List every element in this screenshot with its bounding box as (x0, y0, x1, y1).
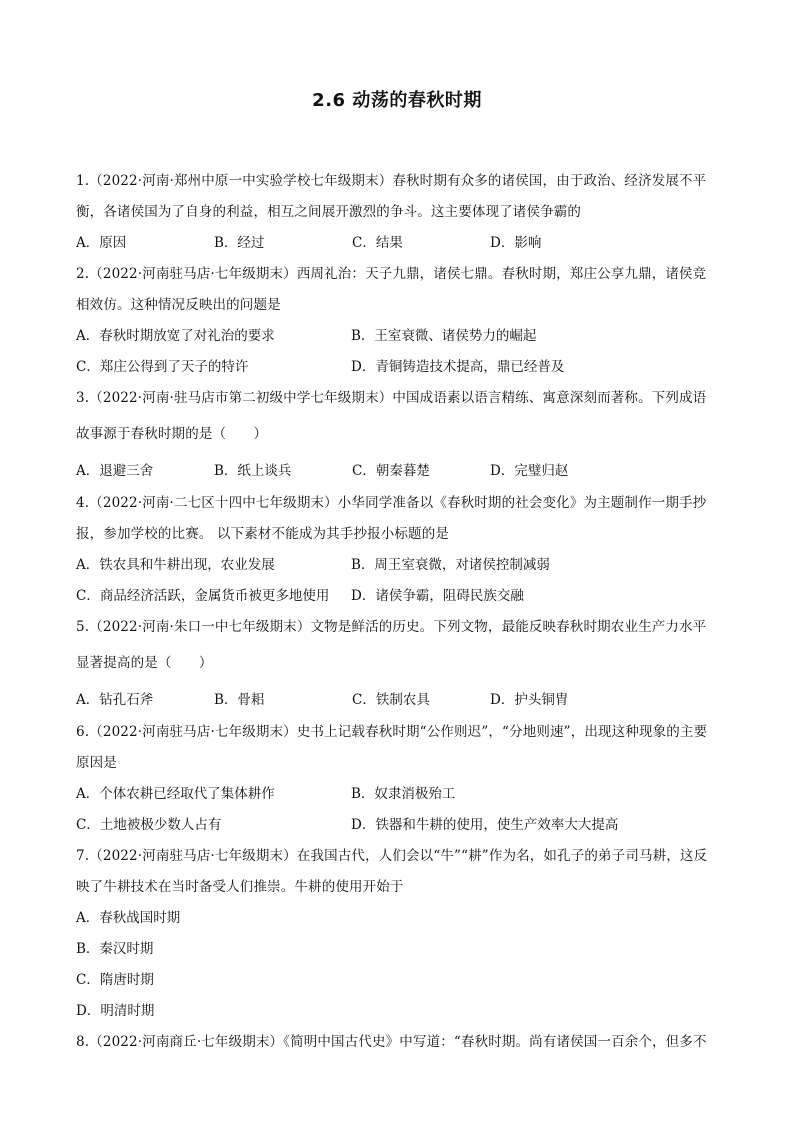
option-b[interactable]: B．周王室衰微，对诸侯控制减弱 (351, 557, 550, 573)
question-text-line: 3.（2022·河南·驻马店市第二初级中学七年级期末）中国成语素以语言精练、寓意深刻而著称。下列成语 (76, 390, 707, 406)
question-text-line: 1.（2022·河南·郑州中原一中实验学校七年级期末）春秋时期有众多的诸侯国，由于政治、经济发展不平 (76, 173, 707, 189)
options-row (76, 581, 716, 612)
option-d[interactable]: D．铁器和牛耕的使用，使生产效率大大提高 (351, 817, 619, 833)
option-c[interactable]: C．结果 (352, 235, 403, 251)
question-text-line: 8.（2022·河南商丘·七年级期末）《简明中国古代史》中写道：“春秋时期。尚有诸侯国一百余个，但多不 (76, 1034, 707, 1050)
option-c[interactable]: C．商品经济活跃，金属货币被更多地使用 (76, 588, 330, 604)
option-b[interactable]: B．纸上谈兵 (214, 463, 292, 479)
option-a[interactable]: A．退避三舍 (76, 463, 154, 479)
option-c[interactable]: C．隋唐时期 (76, 972, 154, 988)
question-text-line: 4.（2022·河南·二七区十四中七年级期末）小华同学准备以《春秋时期的社会变化》为主题制作一期手抄 (76, 495, 707, 511)
option-d[interactable]: D．影响 (490, 235, 542, 251)
options-row (76, 683, 716, 717)
question-4 (76, 488, 716, 612)
options-row (76, 352, 716, 383)
option-a[interactable]: A．铁农具和牛耕出现，农业发展 (76, 557, 275, 573)
options-row (76, 550, 716, 581)
option-d[interactable]: D．诸侯争霸，阻碍民族交融 (351, 588, 524, 604)
question-text-line: 相效仿。这种情况反映出的问题是 (76, 297, 281, 313)
option-a[interactable]: A．原因 (76, 235, 127, 251)
question-text-line: 故事源于春秋时期的是（ ） (76, 426, 268, 442)
option-c[interactable]: C．郑庄公得到了天子的特许 (76, 359, 249, 375)
question-3 (76, 383, 716, 488)
option-d[interactable]: D．青铜铸造技术提高，鼎已经普及 (351, 359, 565, 375)
options-row (76, 779, 716, 810)
question-2 (76, 259, 716, 383)
option-d[interactable]: D．护头铜胄 (490, 692, 569, 708)
options-row (76, 228, 716, 259)
option-b[interactable]: B．经过 (214, 235, 265, 251)
question-text-line: 显著提高的是（ ） (76, 655, 213, 671)
option-a[interactable]: A．钻孔石斧 (76, 692, 154, 708)
question-1 (76, 166, 716, 259)
option-a[interactable]: A．春秋时期放宽了对礼治的要求 (76, 328, 275, 344)
option-b[interactable]: B．秦汉时期 (76, 941, 154, 957)
options-row (76, 810, 716, 841)
question-text-line: 衡，各诸侯国为了自身的利益，相互之间展开激烈的争斗。这主要体现了诸侯争霸的 (76, 204, 582, 220)
option-d[interactable]: D．明清时期 (76, 1003, 155, 1019)
question-text-line: 映了牛耕技术在当时备受人们推崇。牛耕的使用开始于 (76, 879, 404, 895)
question-7 (76, 841, 716, 1027)
question-5 (76, 612, 716, 717)
option-c[interactable]: C．朝秦暮楚 (352, 463, 430, 479)
option-b[interactable]: B．王室衰微、诸侯势力的崛起 (351, 328, 537, 344)
question-8 (76, 1027, 716, 1058)
option-c[interactable]: C．土地被极少数人占有 (76, 817, 222, 833)
question-6 (76, 717, 716, 841)
option-a[interactable]: A．春秋战国时期 (76, 910, 181, 926)
question-text-line: 7.（2022·河南驻马店·七年级期末）在我国古代，人们会以“牛”“耕”作为名，如孔子的弟子司马耕，这反 (76, 848, 708, 864)
question-text-line: 5.（2022·河南·朱口一中七年级期末）文物是鲜活的历史。下列文物，最能反映春秋时期农业生产力水平 (76, 619, 707, 635)
question-text-line: 2.（2022·河南驻马店·七年级期末）西周礼治：天子九鼎，诸侯七鼎。春秋时期，郑庄公享九鼎，诸侯竞 (76, 266, 707, 282)
options-row (76, 454, 716, 488)
option-c[interactable]: C．铁制农具 (352, 692, 430, 708)
option-a[interactable]: A．个体农耕已经取代了集体耕作 (76, 786, 275, 802)
options-row (76, 321, 716, 352)
question-text-line: 6.（2022·河南驻马店·七年级期末）史书上记载春秋时期“公作则迟”，“分地则速”，出现这种现象的主要 (76, 724, 708, 740)
question-text-line: 原因是 (76, 755, 117, 771)
option-b[interactable]: B．奴隶消极殆工 (351, 786, 456, 802)
option-b[interactable]: B．骨耜 (214, 692, 265, 708)
question-text-line: 报，参加学校的比赛。 以下素材不能成为其手抄报小标题的是 (76, 526, 449, 542)
question-list (76, 166, 716, 1058)
option-d[interactable]: D．完璧归赵 (490, 463, 569, 479)
page-title: 2.6 动荡的春秋时期 (312, 90, 482, 111)
